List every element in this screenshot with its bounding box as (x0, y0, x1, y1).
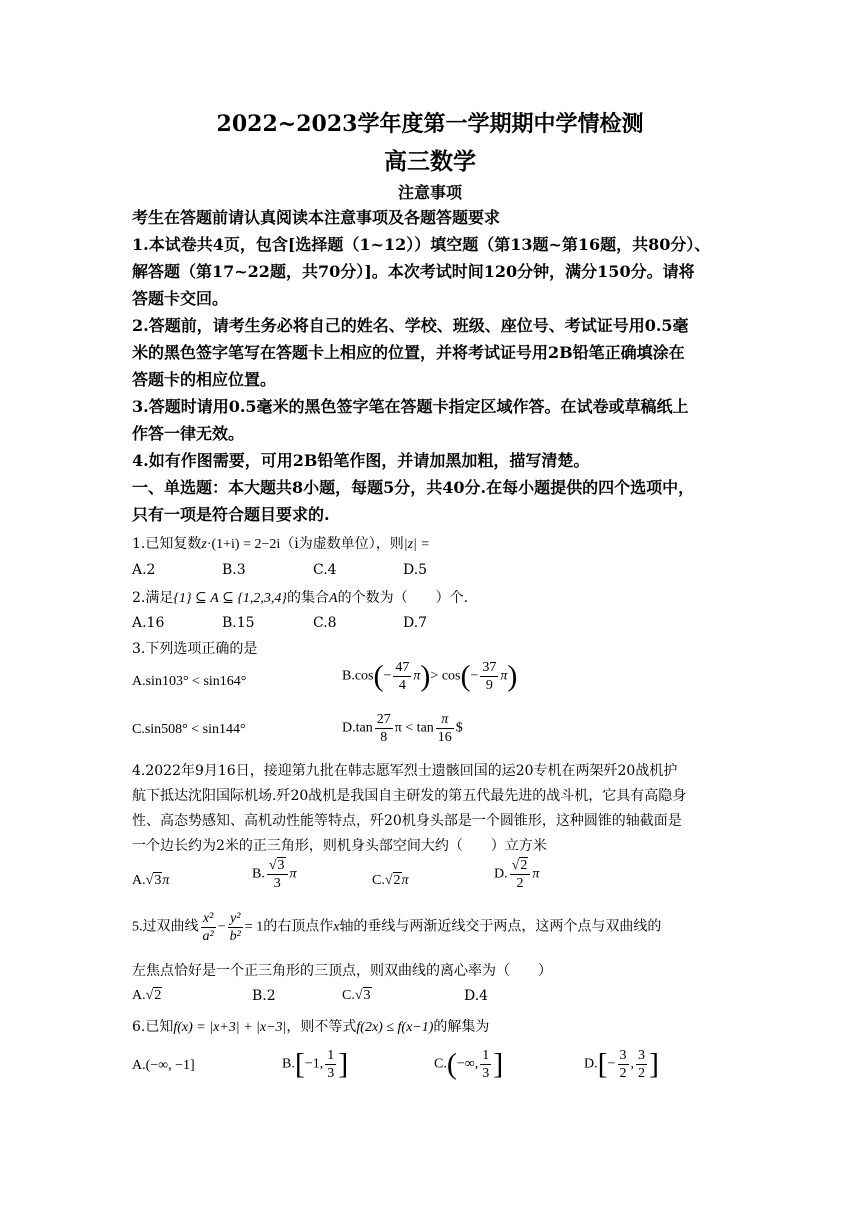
q6-inequality: f(2x) ≤ f(x−1) (356, 1020, 434, 1035)
q3-b-frac2-den: 9 (485, 678, 493, 693)
q1-note: （i为虚数单位），则 (280, 536, 404, 552)
q4-d-fraction: $\frac{√2}{2}$ (510, 857, 531, 892)
q6-c-pre: −∞, (456, 1056, 479, 1072)
q5-a2: a² (202, 929, 214, 944)
q2-option-d: D.7 (403, 615, 428, 631)
q6-option-c (434, 1047, 503, 1082)
q6-d-fraction-2 (636, 1047, 647, 1082)
q6-option-b (282, 1047, 348, 1082)
q5-b2: b² (229, 929, 241, 944)
q6-d-den-1: 2 (619, 1066, 627, 1081)
q3-option-b (342, 659, 517, 694)
q3-b-rparen-1: ) (420, 659, 431, 693)
q4-option-a: A.√3π (132, 873, 170, 888)
q5-option-a: A.√2 (132, 988, 162, 1003)
q3-b-prefix: B.cos (342, 668, 374, 684)
q3-d-fraction-1 (375, 711, 393, 746)
notice-heading: 注意事项 (397, 183, 462, 202)
q5-frac-y (228, 910, 243, 945)
q6-d-fraction-1 (618, 1047, 629, 1082)
q5-prefix: 5.过双曲线 (132, 919, 199, 935)
q2-option-b: B.15 (222, 615, 255, 631)
q4-c-radicand: 2 (393, 873, 401, 888)
q1-option-d: D.5 (403, 562, 428, 578)
q6-mid: ，则不等式 (286, 1019, 357, 1035)
question-5-line-1 (132, 910, 661, 945)
q4-c-label: C. (372, 873, 385, 888)
q6-b-left-bracket: [ (294, 1047, 305, 1081)
q3-b-pi-1: π (413, 668, 421, 684)
q6-b-pre: −1, (304, 1056, 324, 1072)
q4-d-label: D. (494, 866, 508, 882)
question-2-stem (132, 587, 468, 607)
q5-c-label: C. (342, 988, 355, 1003)
q6-d-den-2: 2 (638, 1066, 646, 1081)
q3-b-frac1-num: 47 (395, 660, 410, 675)
q3-b-mid: > cos (430, 668, 461, 684)
q3-d-frac1-num: 27 (376, 712, 391, 727)
question-5-line-2: 左焦点恰好是一个正三角形的三顶点，则双曲线的离心率为（ ） (132, 963, 552, 979)
q6-d-label: D. (584, 1056, 598, 1072)
q3-option-d (342, 711, 463, 746)
q1-expression: ·(1+i) = 2−2i (206, 537, 281, 552)
q6-option-d (584, 1047, 659, 1082)
question-4-line-2: 航下抵达沈阳国际机场.歼20战机是我国自主研发的第五代最先进的战斗机，它具有高隐身 (132, 788, 687, 804)
q5-a-radicand: 2 (154, 988, 162, 1003)
q5-option-d: D.4 (464, 988, 489, 1004)
q6-c-label: C. (434, 1056, 447, 1072)
q2-option-a: A.16 (132, 615, 165, 631)
q3-b-fraction-1 (393, 659, 411, 694)
q5-y2: y² (228, 910, 243, 928)
q4-c-pi: π (401, 873, 409, 888)
q3-option-a: A.sin103° < sin164° (132, 674, 247, 689)
q1-prefix: 1.已知复数 (132, 536, 202, 552)
q4-b-radicand: 3 (277, 858, 285, 873)
q4-d-radicand: 2 (520, 858, 528, 873)
q3-b-minus-1: − (383, 668, 392, 684)
q4-a-pi: π (162, 873, 170, 888)
q3-b-lparen-1: ( (373, 659, 384, 693)
q1-option-b: B.3 (222, 562, 246, 578)
q4-d-den: 2 (516, 876, 524, 891)
q6-b-den: 3 (327, 1066, 335, 1081)
q5-c-radicand: 3 (363, 988, 371, 1003)
q3-d-frac1-den: 8 (380, 730, 388, 745)
q3-b-pi-2: π (500, 668, 508, 684)
instruction-3-line-1: 3.答题时请用0.5毫米的黑色签字笔在答题卡指定区域作答。在试卷或草稿纸上 (132, 397, 689, 416)
q3-b-rparen-2: ) (507, 659, 518, 693)
instruction-2-line-1: 2.答题前，请考生务必将自己的姓名、学校、班级、座位号、考试证号用0.5毫 (132, 316, 689, 335)
q3-b-minus-2: − (470, 668, 479, 684)
section-1-heading-line-2: 只有一项是符合题目要求的. (132, 505, 330, 524)
instructions-intro: 考生在答题前请认真阅读本注意事项及各题答题要求 (132, 208, 501, 227)
q6-d-right-bracket: ] (649, 1047, 660, 1081)
instruction-1-line-3: 答题卡交回。 (132, 289, 229, 308)
instruction-1-line-1: 1.本试卷共4页，包含[选择题（1~12））填空题（第13题~第16题，共80分）、 (132, 235, 711, 254)
q5-option-c: C.√3 (342, 988, 371, 1003)
instruction-1-line-2: 解答题（第17~22题，共70分）]。本次考试时间120分钟，满分150分。请将 (132, 262, 695, 281)
instruction-2-line-3: 答题卡的相应位置。 (132, 370, 277, 389)
q2-suffix: 的集合 (287, 590, 330, 606)
q4-b-pi: π (289, 866, 297, 882)
question-4-line-1: 4.2022年9月16日，接迎第九批在韩志愿军烈士遗骸回国的运20专机在两架歼20战机护 (132, 763, 678, 779)
q2-set-expression: {1} ⊆ A ⊆ {1,2,3,4} (173, 591, 288, 606)
q6-b-label: B. (282, 1056, 295, 1072)
q4-d-pi: π (532, 866, 540, 882)
question-4-line-3: 性、高态势感知、高机动性能等特点，歼20机身头部是一个圆锥形，这种圆锥的轴截面是 (132, 813, 682, 829)
q5-x2: x² (201, 910, 216, 928)
q3-b-lparen-2: ( (460, 659, 471, 693)
q2-var-a: A (329, 591, 338, 606)
q6-d-num-1: 3 (619, 1048, 627, 1063)
q6-d-pre: − (607, 1056, 616, 1072)
q2-option-c: C.8 (313, 615, 337, 631)
question-6-stem (132, 1016, 489, 1036)
instruction-2-line-2: 米的黑色签字笔写在答题卡上相应的位置，并将考试证号用2B铅笔正确填涂在 (132, 343, 685, 362)
q4-option-c: C.√2π (372, 873, 409, 888)
q5-rest-2: 轴的垂线与两渐近线交于两点，这两个点与双曲线的 (339, 919, 662, 935)
q6-c-right-bracket: ] (493, 1047, 504, 1081)
q4-b-label: B. (252, 866, 265, 882)
q5-a-label: A. (132, 988, 146, 1003)
instruction-3-line-2: 作答一律无效。 (132, 424, 245, 443)
q4-option-d (494, 857, 539, 892)
q3-b-fraction-2 (480, 659, 498, 694)
q3-d-fraction-2 (436, 711, 454, 746)
q6-suffix: 的解集为 (433, 1019, 490, 1035)
q4-a-label: A. (132, 873, 146, 888)
q3-b-frac1-den: 4 (398, 678, 406, 693)
q3-d-frac2-den: 16 (437, 730, 452, 745)
q6-function: f(x) = |x+3| + |x−3| (173, 1020, 287, 1035)
q5-frac-x (201, 910, 216, 945)
q4-a-radicand: 3 (154, 873, 162, 888)
q6-b-right-bracket: ] (338, 1047, 349, 1081)
q5-var-x: x (333, 919, 340, 935)
q1-modulus: |z| = (403, 537, 430, 552)
question-1-stem (132, 533, 430, 553)
q4-b-den: 3 (273, 876, 281, 891)
q6-d-num-2: 3 (638, 1048, 646, 1063)
q5-eq: = 1 (244, 919, 264, 935)
q3-d-mid: π < tan (394, 720, 434, 736)
q5-option-b: B.2 (252, 988, 276, 1004)
q6-c-left-paren: ( (446, 1047, 457, 1081)
q4-option-b (252, 857, 297, 892)
instruction-4: 4.如有作图需要，可用2B铅笔作图，并请加黑加粗，描写清楚。 (132, 451, 590, 470)
exam-title: 2022~2023学年度第一学期期中学情检测 (216, 111, 644, 137)
q6-c-den: 3 (482, 1066, 490, 1081)
q6-prefix: 6.已知 (132, 1019, 174, 1035)
q3-d-prefix: D.tan (342, 720, 373, 736)
q6-c-fraction (480, 1047, 491, 1082)
q3-b-frac2-num: 37 (482, 660, 497, 675)
q6-d-comma: , (630, 1056, 635, 1072)
q3-d-frac2-num: π (436, 711, 454, 729)
q1-option-a: A.2 (132, 562, 156, 578)
q5-rest-1: 的右顶点作 (263, 919, 334, 935)
q6-b-num: 1 (327, 1048, 335, 1063)
q6-b-fraction (325, 1047, 336, 1082)
question-4-line-4: 一个边长约为2米的正三角形，则机身头部空间大约（ ）立方米 (132, 838, 547, 854)
exam-subject: 高三数学 (384, 148, 476, 175)
q3-d-suffix: $ (455, 720, 463, 736)
q6-d-left-bracket: [ (597, 1047, 608, 1081)
q6-c-num: 1 (482, 1048, 490, 1063)
q4-b-fraction: $\frac{√3}{3}$ (267, 857, 288, 892)
section-1-heading-line-1: 一、单选题：本大题共8小题，每题5分，共40分.在每小题提供的四个选项中， (132, 478, 695, 497)
q1-var-z: z (201, 537, 207, 552)
q3-option-c: C.sin508° < sin144° (132, 722, 246, 737)
q6-option-a: A.(−∞, −1] (132, 1058, 195, 1073)
q2-suffix-2: 的个数为（ ）个. (337, 590, 469, 606)
q1-option-c: C.4 (313, 562, 337, 578)
q2-prefix: 2.满足 (132, 590, 174, 606)
q5-minus: − (217, 919, 226, 935)
question-3-stem: 3.下列选项正确的是 (132, 641, 258, 657)
